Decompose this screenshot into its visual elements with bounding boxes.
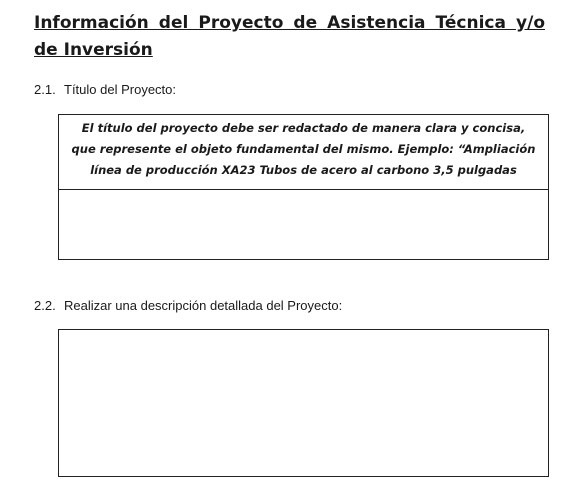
- project-description-field[interactable]: [58, 329, 549, 477]
- document-heading: Información del Proyecto de Asistencia Técnica y/o de Inversión: [34, 13, 545, 60]
- section-2-2-label: [34, 298, 342, 314]
- section-title: Realizar una descripción detallada del Proyecto:: [64, 298, 343, 313]
- section-number: 2.2.: [34, 298, 56, 313]
- project-title-instructions: El título del proyecto debe ser redactado de manera clara y concisa, que represente el objeto fundamental del mismo. Ejemplo: “Ampliación línea de producción XA23 Tubos de acero al carbono 3,5 pulgadas: [59, 115, 548, 190]
- section-number: 2.1.: [34, 82, 56, 97]
- section-2-1-label: [34, 82, 176, 98]
- section-title: Título del Proyecto:: [64, 82, 176, 97]
- project-title-field[interactable]: [59, 190, 548, 259]
- project-title-table: [58, 114, 549, 260]
